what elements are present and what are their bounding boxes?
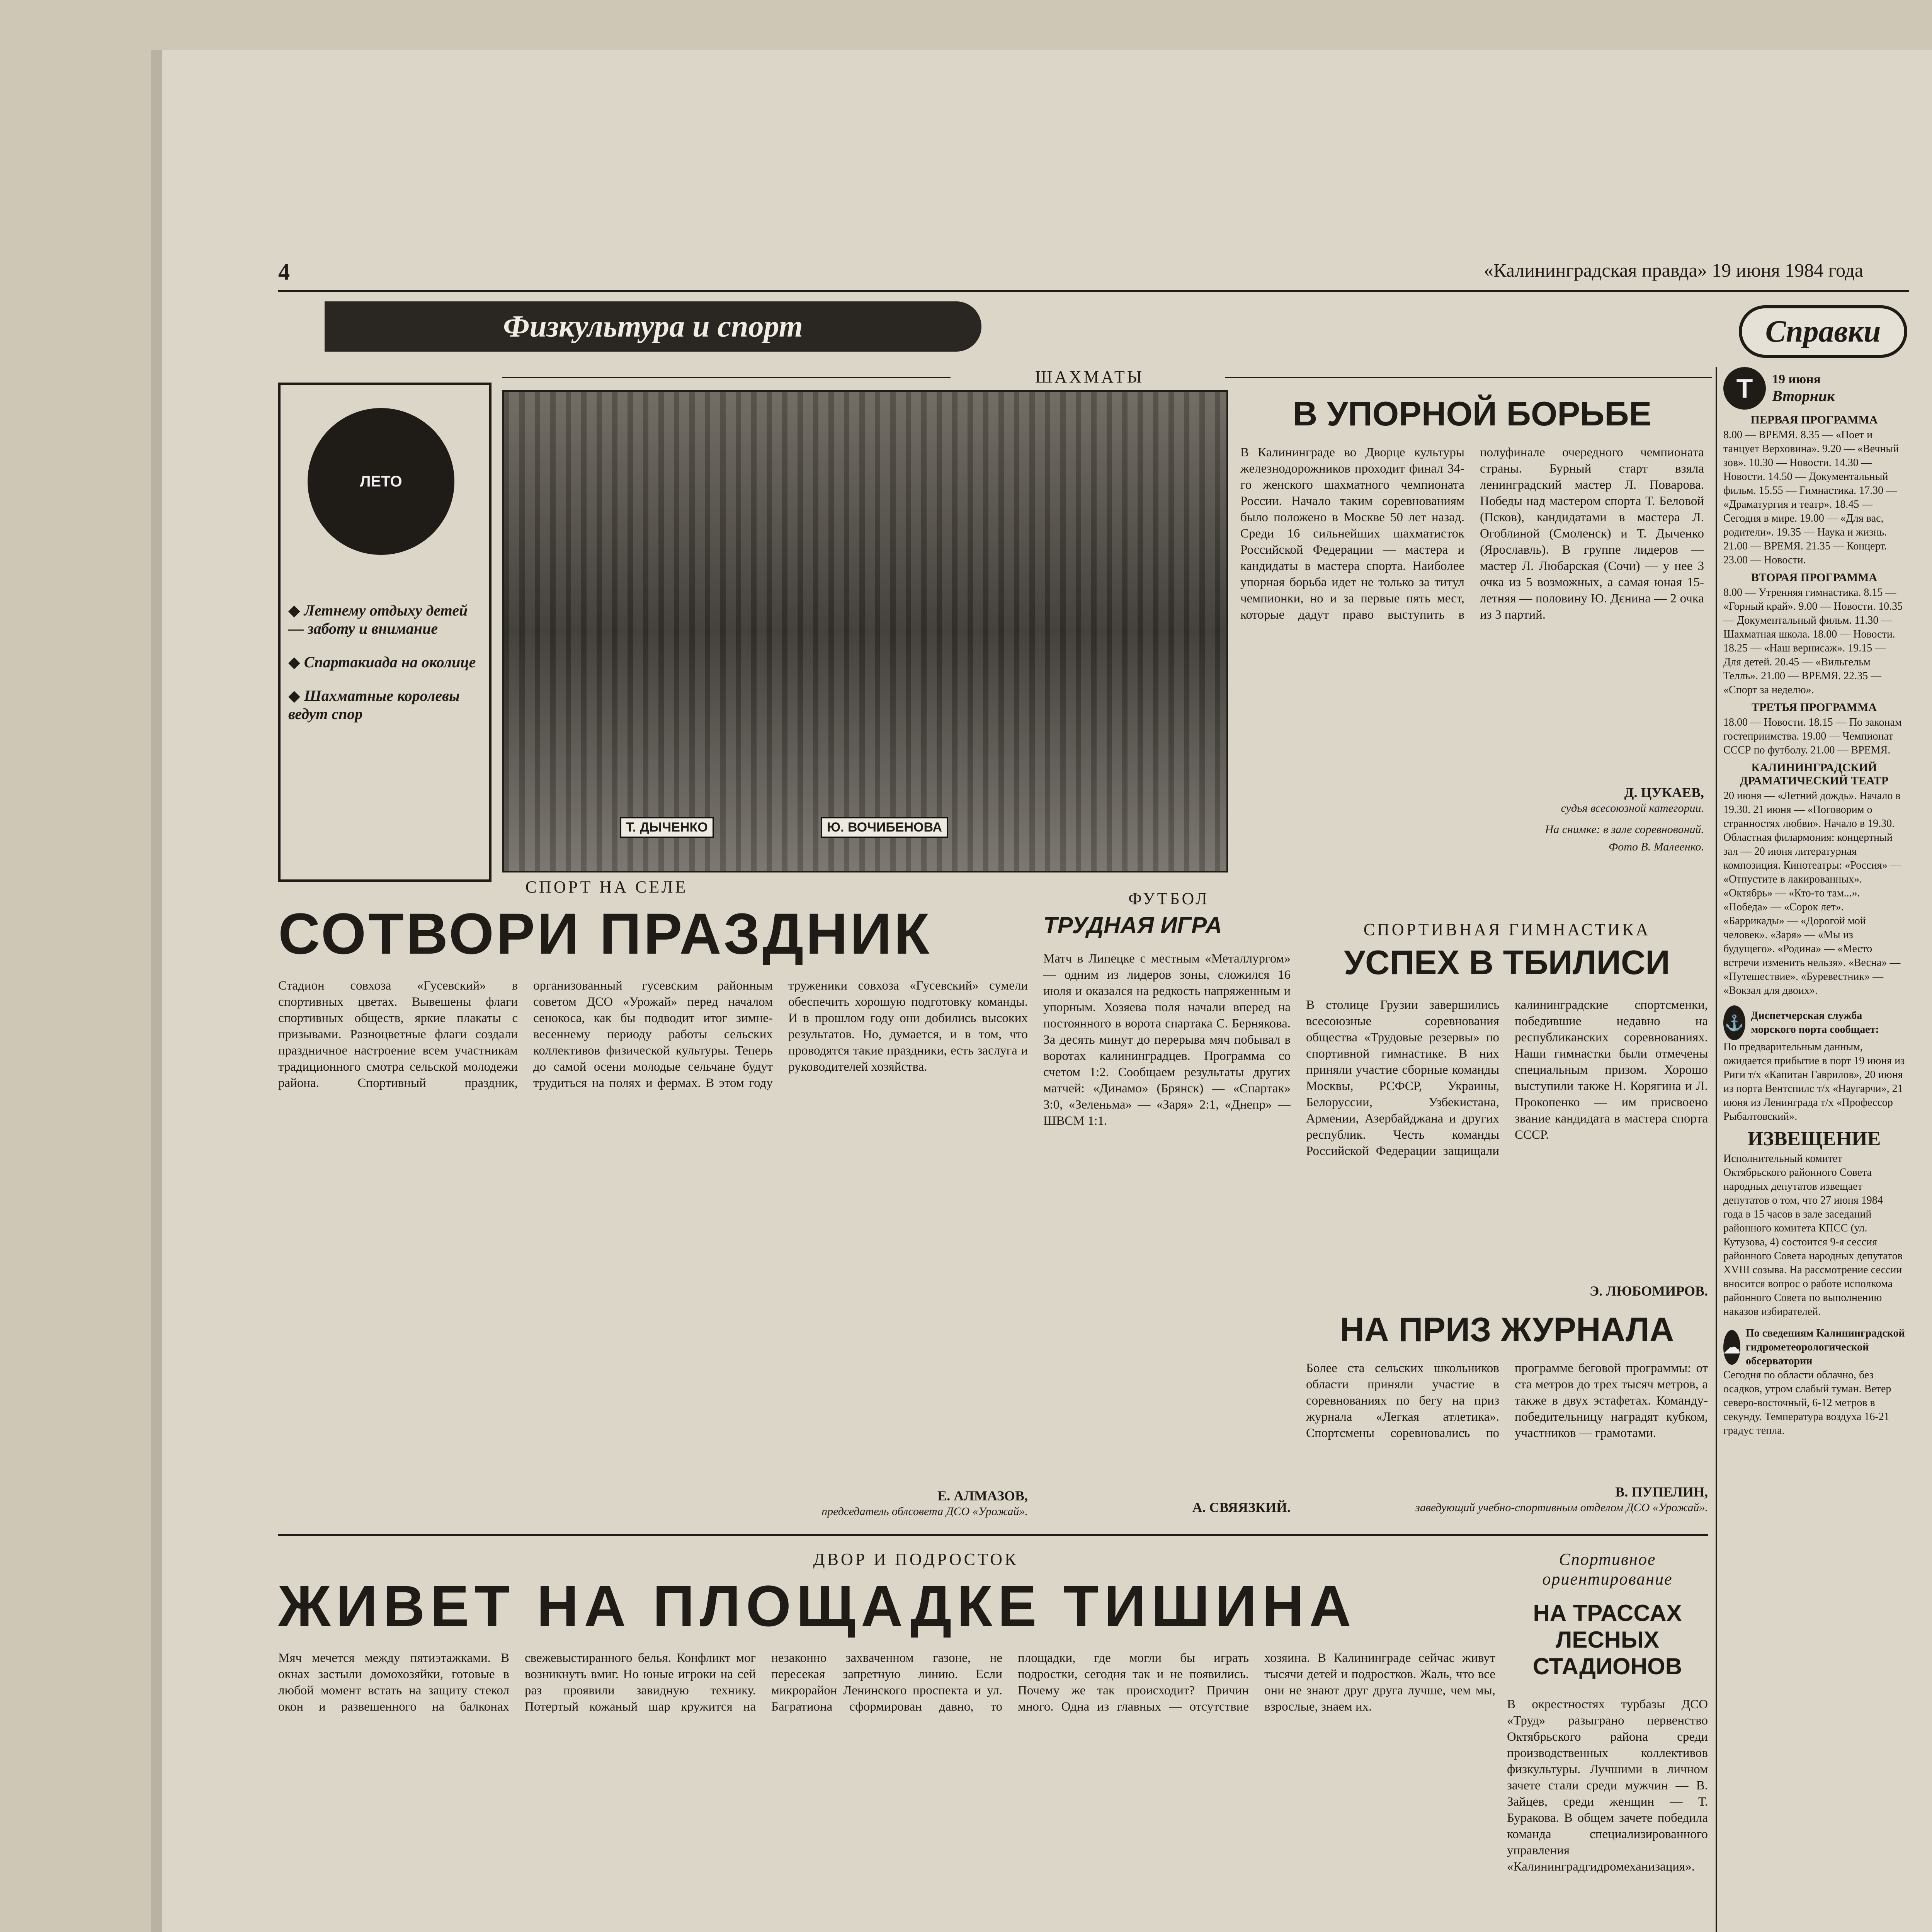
tv-day-date: 19 июня [1772,372,1821,386]
football-title: ТРУДНАЯ ИГРА [1043,912,1222,938]
tv-program2: 8.00 — Утренняя гимнастика. 8.15 — «Горный край». 9.00 — Новости. 10.35 — Документальный фильм. 11.30 — Шахматная школа. 18.00 — Новости. 18.25 — «Наш вернисаж». 19.15 — Для детей. 20.45 — «Вильгельм Телль». 21.00 — ВРЕМЯ. 22.35 — «Спорт за неделю». [1723,587,1903,696]
section-banner-info: Справки [1739,305,1907,358]
orienteering-rubric: Спортивное ориентирование [1542,1550,1673,1588]
gymnastics-title: УСПЕХ В ТБИЛИСИ [1344,943,1670,981]
village-rubric: СПОРТ НА СЕЛЕ [525,878,688,896]
promo-list [288,601,481,738]
promo-item: ◆ Летнему отдыху детей — заботу и внимание [288,601,481,638]
yard-title: ЖИВЕТ НА ПЛОЩАДКЕ ТИШИНА [278,1573,1357,1638]
tv-program2-title: ВТОРАЯ ПРОГРАММА [1751,571,1878,584]
photo-sign: Ю. ВОЧИБЕНОВА [821,817,948,838]
theatre-text: 20 июня — «Летний дождь». Начало в 19.30. 21 июня — «Поговорим о странностях любви». Начало в 19.30. Областная филармония: концертный зал — 20 июня литературная композиция. Кинотеатры: «Россия» — «Отпустите в лакированных». «Октябрь» — «Кто-то там...». «Победа» — «Сорок лет». «Баррикады» — «Дорогой мой человек». «Заря» — «Мы из будущего». «Родина» — «Место встречи изменить нельзя». «Весна» — «Путешествие». «Буревестник» — «Вокзал для двоих». [1723,790,1901,997]
village-title: СОТВОРИ ПРАЗДНИК [278,901,932,966]
promo-item: ◆ Шахматные королевы ведут спор [288,687,481,723]
weather-title: По сведениям Калининградской гидрометеорологической обсерватории [1746,1327,1905,1367]
football-text: Матч в Липецке с местным «Металлургом» — одним из лидеров зоны, сложился 16 июля и оказался на редкость напряженным и упорным. Хозяева поля начали вперед на постоянного в ворота спартака С. Бернякова. За десять минут до перерыва мяч побывал в воротах калининградцев. Программа со счетом 1:2. Сообщаем результаты других матчей: «Динамо» (Брянск) — «Спартак» 3:0, «Зеленьма» — «Заря» 2:1, «Днепр» — ШВСМ 1:1. [1043,952,1291,1128]
chess-author: Д. ЦУКАЕВ, [1624,785,1704,800]
gymnastics-rubric: СПОРТИВНАЯ ГИМНАСТИКА [1363,920,1651,939]
dispatch-header [1723,1005,1905,1040]
yard-rubric: ДВОР И ПОДРОСТОК [813,1550,1019,1569]
dispatch-title: Диспетчерская служба морского порта сообщает: [1751,1010,1879,1036]
chess-photo [502,390,1228,872]
football-author: А. СВЯЯЗКИЙ. [1192,1500,1291,1515]
magazine-title: НА ПРИЗ ЖУРНАЛА [1340,1310,1674,1349]
paper-dateline: «Калининградская правда» 19 июня 1984 года [1484,259,1864,281]
promo-box [278,383,492,882]
orienteering-title: НА ТРАССАХ ЛЕСНЫХ СТАДИОНОВ [1532,1600,1682,1679]
magazine-author: В. ПУПЕЛИН, [1615,1484,1708,1500]
gymnastics-author: Э. ЛЮБОМИРОВ. [1589,1283,1708,1299]
chess-photo-credit: Фото В. Малеенко. [1609,840,1704,853]
tv-program1: 8.00 — ВРЕМЯ. 8.35 — «Поет и танцует Верховина». 9.20 — «Вечный зов». 10.30 — Новости. 14.30 — Новости. 14.50 — Документальный фильм. 15.55 — Гимнастика. 17.30 — «Драматургия и театр». 18.45 — Сегодня в мире. 19.00 — «Для вас, родители». 19.35 — Наука и жизнь. 21.00 — ВРЕМЯ. 21.35 — Концерт. 23.00 — Новости. [1723,429,1899,566]
magazine-author-role: заведующий учебно-спортивным отделом ДСО «Урожай». [1415,1501,1708,1514]
section-banner-sport: Физкультура и спорт [325,301,981,352]
chess-text: В Калининграде во Дворце культуры железнодорожников проходит финал 34-го женского шахматного чемпионата России. Начало таким соревнованиям было положено в Москве 50 лет назад. Среди 16 сильнейших шахматисток Российской Федерации — мастера и кандидаты в мастера спорта. Наиболее упорная борьба идет не только за титул чемпионки, но и за первые пять мест, которые дадут право выступить в полуфинале очередного чемпионата страны. Бурный старт взяла ленинградский мастер Л. Поварова. Победы над мастером спорта Т. Беловой (Псков), кандидатами в мастера Л. Огоблиной (Смоленск) и Т. Дыченко (Ярославль). В группе лидеров — мастер Л. Любарская (Сочи) — у нее 3 очка из 5 возможных, а самая юная 15-летняя — половину Ю. Дєнина — 2 очка из 3 партий. [1240,446,1704,622]
newspaper-page [162,50,1932,1932]
chess-caption: На снимке: в зале соревнований. [1545,823,1704,836]
anchor-icon: ⚓ [1723,1005,1745,1040]
weather-header [1723,1327,1905,1368]
gymnastics-text: В столице Грузии завершились всесоюзные соревнования общества «Трудовые резервы» по спортивной гимнастике. В них приняли участие сборные команды Москвы, РСФСР, Украины, Белоруссии, Узбекистана, Армении, Азербайджана и других республик. Честь команды Российской Федерации защищали калининградские спортсменки, победившие недавно на республиканских соревнованиях. Наши гимнастки были отмечены специальным призом. Хорошо выступили также Н. Корягина и Л. Прокопенко — им присвоено звание кандидата в мастера спорта СССР. [1306,998,1708,1158]
magazine-text: Более ста сельских школьников области приняли участие в соревнованиях по бегу на приз журнала «Легкая атлетика». Спортсмены соревновались по программе беговой программы: от ста метров до трех тысяч метров, а также в двух эстафетах. Команду-победительницу наградят кубком, участников — грамотами. [1306,1361,1708,1440]
village-author: Е. АЛМАЗОВ, [937,1488,1028,1503]
notice-text: Исполнительный комитет Октябрьского районного Совета народных депутатов извещает депутатов о том, что 27 июня 1984 года в 15 часов в зале заседаний районного комитета КПСС (ул. Кутузова, 4) состоится 9-я сессия районного Совета народных депутатов XVIII созыва. На рассмотрение сессии вносится вопрос о работе исполкома районного Совета по выполнению наказов избирателей. [1723,1153,1903,1318]
tv-program1-title: ПЕРВАЯ ПРОГРАММА [1750,413,1878,426]
theatre-title: КАЛИНИНГРАДСКИЙ ДРАМАТИЧЕСКИЙ ТЕАТР [1740,761,1889,787]
football-rubric: ФУТБОЛ [1128,889,1209,908]
info-column [1723,367,1905,1932]
notice-title: ИЗВЕЩЕНИЕ [1747,1128,1881,1150]
tv-program3-title: ТРЕТЬЯ ПРОГРАММА [1751,701,1877,714]
promo-item: ◆ Спартакиада на околице [288,653,481,671]
village-text: Стадион совхоза «Гусевский» в спортивных цветах. Вывешены флаги спортивных обществ, яркие плакаты с призывами. Разноцветные флаги создали праздничное настроение всем участникам традиционного смотра сельской молодежи района. Спортивный праздник, организованный гусевским районным советом ДСО «Урожай» перед началом сенокоса, как бы подводит итог зимне-весеннему периоду работы сельских коллективов физической культуры. Теперь до самой осени молодые сельчане будут трудиться на полях и фермах. В этом году труженики совхоза «Гусевский» сумели обеспечить хорошую подготовку команды. И в прошлом году они добились высоких результатов. Но, думается, и в том, что проводятся такие праздники, есть заслуга и руководителей хозяйства. [278,979,1028,1090]
rubric-rule [1225,377,1712,378]
dispatch-text: По предварительным данным, ожидается прибытие в порт 19 июня из Риги т/х «Капитан Гаврилов», 20 июня из порта Вентспилс т/х «Наугарчи», 21 июня из Ленинграда т/х «Профессор Рыбалтовский». [1723,1041,1905,1122]
village-author-role: председатель облсовета ДСО «Урожай». [821,1505,1028,1518]
summer-logo-icon: ЛЕТО [308,408,454,555]
weather-icon: ☁ [1723,1330,1740,1365]
orienteering-text: В окрестностях турбазы ДСО «Труд» разыграно первенство Октябрьского района среди производственных коллективов физкультуры. Лучшими в личном зачете стали среди мужчин — В. Зайцев, среди женщин — Т. Буракова. В общем зачете победила команда специализированного управления «Калининградгидромеханизация». [1507,1697,1708,1874]
rubric-rule [502,377,951,378]
section-rule [278,1534,1708,1536]
page-number: 4 [278,259,290,285]
weather-text: Сегодня по области облачно, без осадков, утром слабый туман. Ветер северо-восточный, 6-12 метров в секунду. Температура воздуха 16-21 градус тепла. [1723,1369,1891,1437]
column-rule [1716,367,1717,1932]
chess-rubric: ШАХМАТЫ [1035,367,1145,386]
tv-program3: 18.00 — Новости. 18.15 — По законам гостеприимства. 19.00 — Чемпионат СССР по футболу. 21.00 — ВРЕМЯ. [1723,716,1902,756]
yard-text: Мяч мечется между пятиэтажками. В окнах застыли домохозяйки, готовые в любой момент встать на защиту стекол окон и развешенного на балконах свежевыстиранного белья. Конфликт мог возникнуть вмиг. Но юные игроки на сей раз проявили завидную технику. Потертый кожаный шар кружится на незаконно захваченном газоне, не пересекая запретную линию. Если микрорайон Ленинского проспекта и ул. Багратиона сформирован давно, то площадки, где могли бы играть подростки, сегодня так и не появились. Почему же так происходит? Причин много. Одна из главных — отсутствие хозяина. В Калининграде сейчас живут тысячи детей и подростков. Жаль, что все они не знают друг друга лучше, чем мы, взрослые, знаем их. [278,1651,1495,1714]
chess-title: В УПОРНОЙ БОРЬБЕ [1293,395,1652,433]
tv-day-name: Вторник [1772,387,1835,405]
header-rule [278,290,1909,292]
tv-header [1723,367,1905,410]
photo-sign: Т. ДЫЧЕНКО [620,817,714,838]
chess-author-role: судья всесоюзной категории. [1561,802,1704,815]
tv-logo-icon: Т [1723,367,1766,410]
